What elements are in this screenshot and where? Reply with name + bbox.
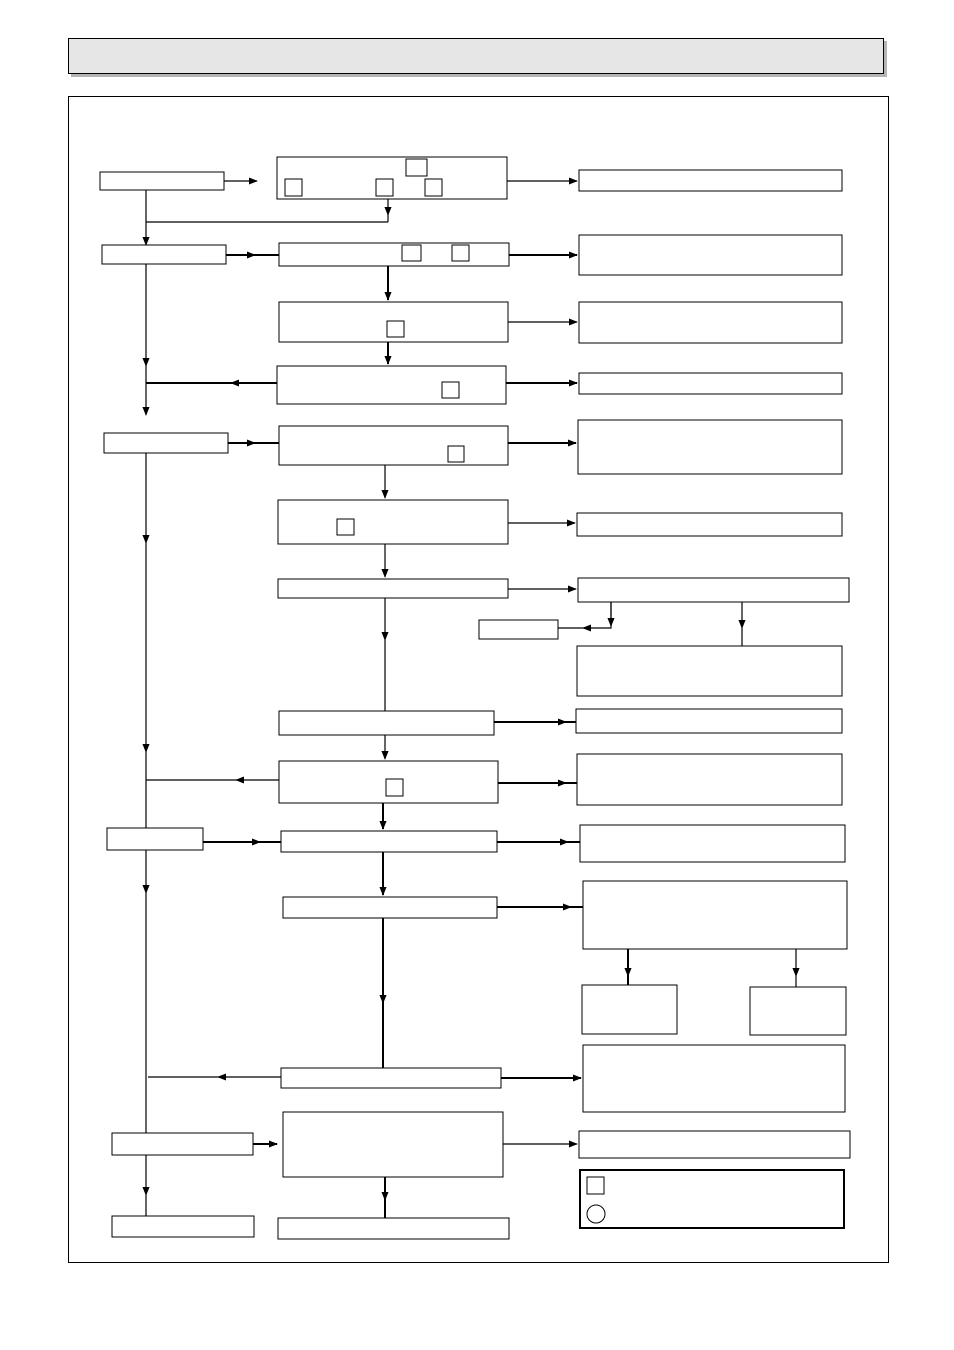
legend-square-symbol [587, 1177, 604, 1194]
left-box-4 [107, 828, 203, 850]
ref-square [376, 179, 393, 196]
right-box-7 [578, 578, 849, 602]
center-box-13 [283, 1112, 503, 1177]
right-box-2 [579, 235, 842, 275]
center-box-12 [281, 1068, 501, 1088]
right-sub-box-a [582, 985, 677, 1034]
center-box-11 [283, 897, 497, 918]
right-sub-box-b [750, 987, 846, 1035]
center-box-end [278, 1218, 509, 1239]
left-box-3 [104, 433, 228, 453]
ref-square [387, 321, 404, 337]
right-box-11 [580, 825, 845, 862]
right-box-9 [576, 709, 842, 733]
ref-square [442, 382, 459, 398]
ref-square [337, 519, 354, 535]
ref-square [406, 159, 427, 176]
ref-square [285, 179, 302, 196]
ref-square [448, 446, 464, 462]
side-box-small [479, 620, 558, 639]
ref-square [386, 779, 403, 796]
right-box-1 [579, 170, 842, 191]
center-box-8 [279, 711, 494, 735]
legend [580, 1170, 844, 1228]
center-box-10 [281, 831, 497, 852]
center-box-2 [279, 243, 509, 266]
right-box-8 [577, 646, 842, 696]
left-box-end [112, 1216, 254, 1237]
ref-square [425, 179, 442, 196]
right-box-4 [579, 373, 842, 394]
right-box-10 [577, 754, 842, 805]
right-box-6 [577, 513, 842, 536]
right-box-13 [583, 1045, 845, 1112]
left-box-2 [102, 245, 226, 264]
ref-square [452, 245, 469, 261]
left-box-5 [112, 1133, 253, 1155]
center-box-7 [278, 579, 508, 598]
right-box-12 [583, 881, 847, 949]
ref-square [402, 245, 421, 261]
left-box-1 [100, 172, 224, 190]
right-box-5 [578, 420, 842, 474]
center-box-4 [277, 366, 506, 404]
center-box-6 [278, 500, 508, 544]
legend-circle-symbol [587, 1205, 605, 1223]
right-box-3 [579, 302, 842, 343]
center-box-5 [279, 426, 508, 465]
right-box-14 [579, 1131, 850, 1158]
